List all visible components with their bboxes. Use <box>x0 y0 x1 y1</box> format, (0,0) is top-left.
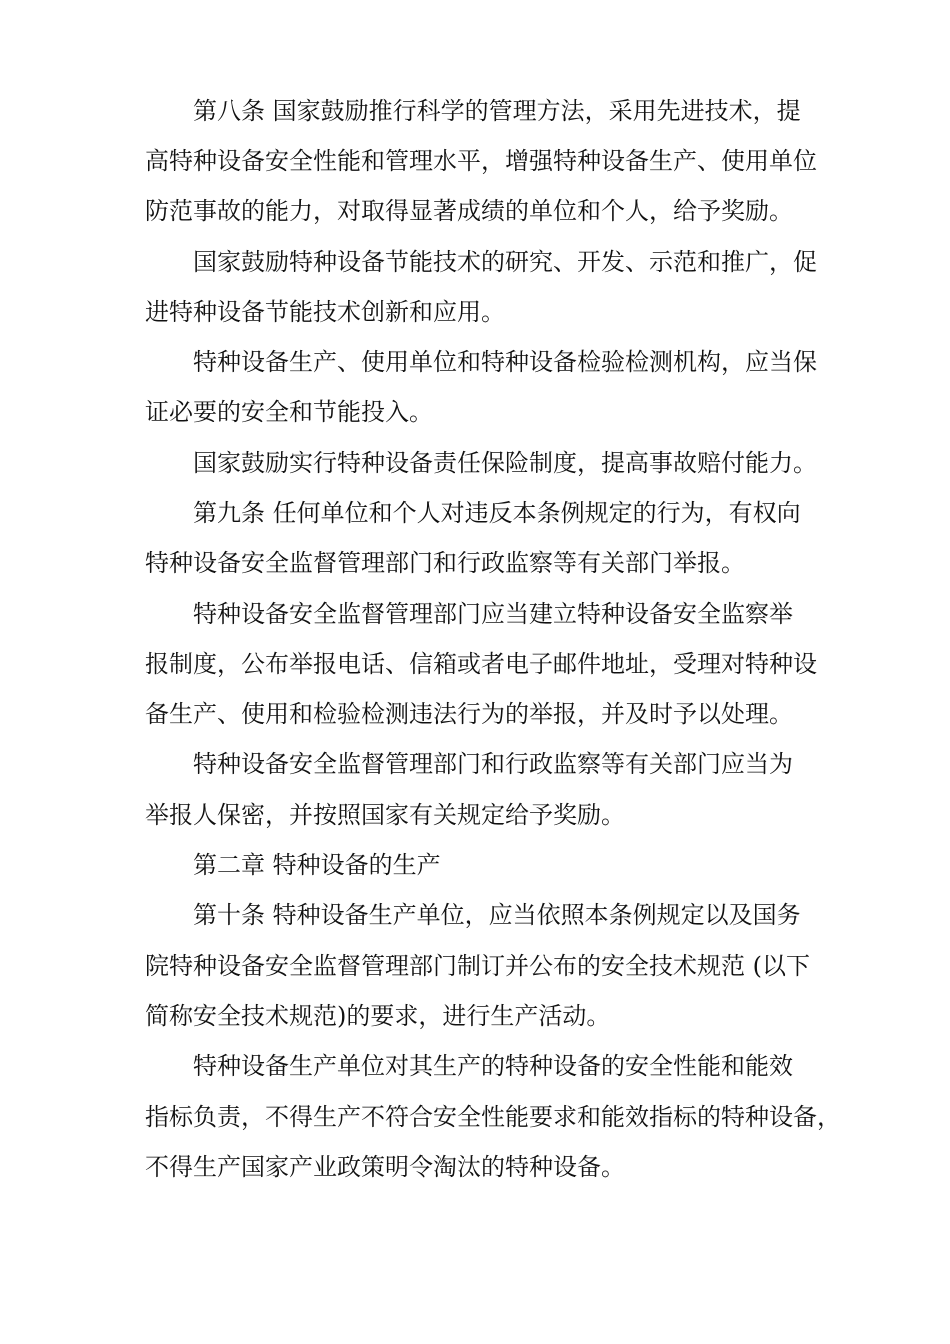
text-line: 不得生产国家产业政策明令淘汰的特种设备。 <box>145 1153 625 1181</box>
text-line: 指标负责，不得生产不符合安全性能要求和能效指标的特种设备， <box>145 1103 841 1131</box>
text-line: 备生产、使用和检验检测违法行为的举报，并及时予以处理。 <box>145 700 793 728</box>
text-line: 特种设备安全监督管理部门和行政监察等有关部门应当为 <box>193 750 793 778</box>
text-line: 高特种设备安全性能和管理水平，增强特种设备生产、使用单位 <box>145 147 817 175</box>
text-line: 防范事故的能力，对取得显著成绩的单位和个人，给予奖励。 <box>145 197 793 225</box>
text-line: 特种设备生产单位对其生产的特种设备的安全性能和能效 <box>193 1052 793 1080</box>
text-line: 第十条 特种设备生产单位，应当依照本条例规定以及国务 <box>193 901 801 929</box>
text-line: 国家鼓励特种设备节能技术的研究、开发、示范和推广，促 <box>193 248 817 276</box>
chapter-heading: 第二章 特种设备的生产 <box>193 851 441 879</box>
text-line: 举报人保密，并按照国家有关规定给予奖励。 <box>145 801 625 829</box>
text-line: 简称安全技术规范)的要求，进行生产活动。 <box>145 1002 611 1030</box>
text-line: 特种设备安全监督管理部门和行政监察等有关部门举报。 <box>145 549 745 577</box>
text-line: 院特种设备安全监督管理部门制订并公布的安全技术规范 (以下 <box>145 952 810 980</box>
text-line: 特种设备生产、使用单位和特种设备检验检测机构，应当保 <box>193 348 817 376</box>
text-line: 报制度，公布举报电话、信箱或者电子邮件地址，受理对特种设 <box>145 650 817 678</box>
text-line: 第九条 任何单位和个人对违反本条例规定的行为，有权向 <box>193 499 801 527</box>
text-line: 国家鼓励实行特种设备责任保险制度，提高事故赔付能力。 <box>193 449 817 477</box>
text-line: 第八条 国家鼓励推行科学的管理方法，采用先进技术，提 <box>193 97 801 125</box>
text-line: 特种设备安全监督管理部门应当建立特种设备安全监察举 <box>193 600 793 628</box>
text-line: 证必要的安全和节能投入。 <box>145 398 433 426</box>
text-line: 进特种设备节能技术创新和应用。 <box>145 298 505 326</box>
